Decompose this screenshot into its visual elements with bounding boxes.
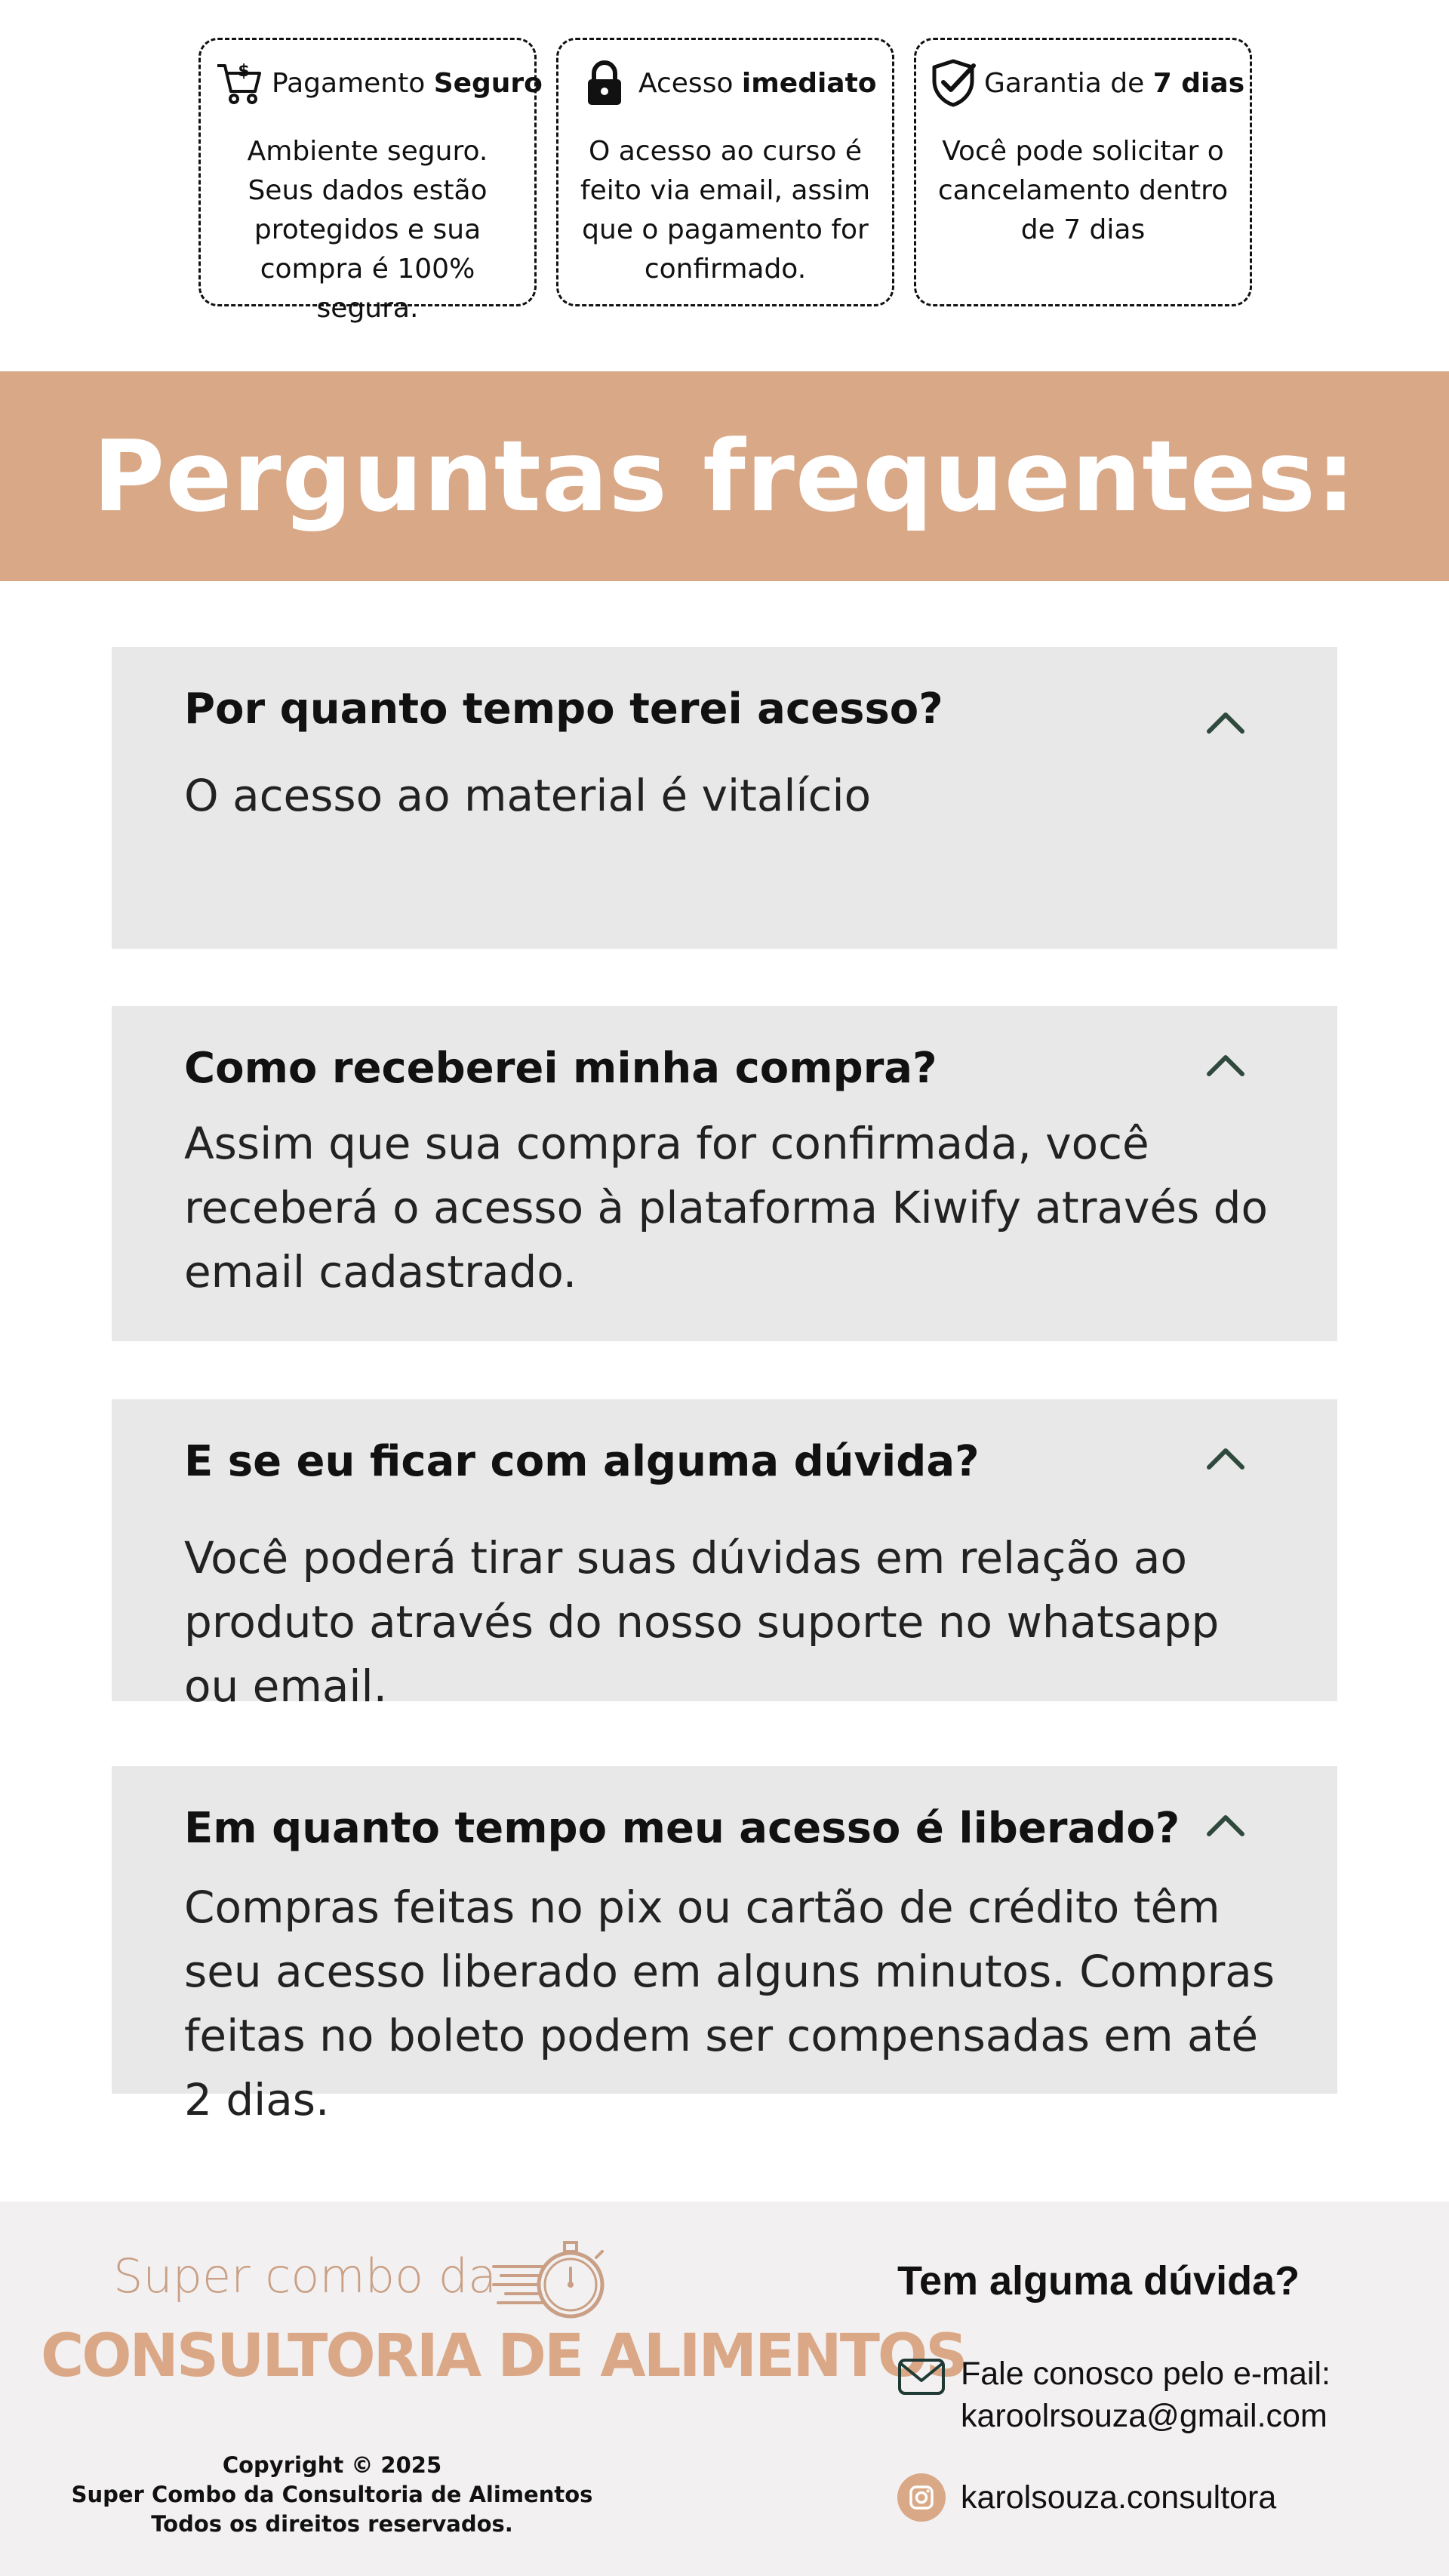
shield-check-icon (930, 57, 977, 109)
faq-answer: Compras feitas no pix ou cartão de crédito têm seu acesso liberado em alguns minutos. Compras feitas no boleto podem ser compensadas em até 2 dias. (184, 1882, 1275, 2125)
copyright-line: Super Combo da Consultoria de Alimentos (71, 2482, 593, 2507)
faq-item[interactable] (112, 647, 1337, 949)
badge-description: Ambiente seguro. Seus dados estão protegidos e sua compra é 100% segura. (247, 136, 488, 324)
badge-label-bold: imediato (741, 67, 877, 99)
lock-icon (578, 57, 631, 109)
footer (0, 2202, 1449, 2576)
faq-answer: Você poderá tirar suas dúvidas em relação ao produto através do nosso suporte no whatsapp ou email. (184, 1532, 1220, 1712)
faq-banner (0, 371, 1449, 581)
faq-item[interactable] (112, 1006, 1337, 1341)
brand-name: CONSULTORIA DE ALIMENTOS (41, 2322, 966, 2390)
brand-tagline: Super combo da (113, 2248, 497, 2304)
chevron-up-icon[interactable] (1203, 707, 1248, 737)
badge-label: Garantia de (984, 67, 1153, 99)
chevron-up-icon[interactable] (1203, 1050, 1248, 1080)
email-label: Fale conosco pelo e-mail: (961, 2356, 1331, 2392)
trust-badges (198, 38, 1255, 324)
chevron-up-icon[interactable] (1203, 1810, 1248, 1840)
faq-question[interactable]: Em quanto tempo meu acesso é liberado? (184, 1804, 1180, 1853)
svg-text:$: $ (238, 62, 250, 81)
instagram-icon (897, 2473, 946, 2522)
faq-title: Perguntas frequentes: (92, 419, 1357, 534)
email-contact[interactable] (897, 2353, 1331, 2437)
instagram-link[interactable]: karolsouza.consultora (961, 2479, 1277, 2516)
badge-description: Você pode solicitar o cancelamento dentro de 7 dias (937, 136, 1229, 245)
faq-item[interactable] (112, 1399, 1337, 1712)
cart-dollar-icon (214, 57, 264, 109)
stopwatch-icon (491, 2232, 611, 2322)
mail-icon (897, 2353, 946, 2401)
copyright-line: Copyright © 2025 (222, 2452, 442, 2478)
badge-label: Acesso (638, 67, 742, 99)
chevron-up-icon[interactable] (1203, 1443, 1248, 1473)
faq-question[interactable]: Como receberei minha compra? (184, 1044, 937, 1093)
email-link[interactable]: karoolrsouza@gmail.com (961, 2398, 1327, 2434)
faq-answer: O acesso ao material é vitalício (184, 770, 872, 821)
instagram-contact[interactable] (897, 2473, 1276, 2522)
badge-description: O acesso ao curso é feito via email, assim que o pagamento for confirmado. (580, 136, 871, 285)
badge-guarantee (914, 38, 1252, 306)
faq-question[interactable]: Por quanto tempo terei acesso? (184, 685, 943, 734)
badge-immediate-access (556, 38, 894, 306)
faq-item[interactable] (112, 1766, 1337, 2125)
help-title: Tem alguma dúvida? (897, 2258, 1300, 2304)
badge-label-bold: Seguro (433, 67, 543, 99)
badge-label-bold: 7 dias (1152, 67, 1245, 99)
badge-secure-payment (198, 38, 543, 324)
badge-label: Pagamento (272, 67, 434, 99)
faq-answer: Assim que sua compra for confirmada, você receberá o acesso à plataforma Kiwify através do email cadastrado. (184, 1118, 1268, 1297)
copyright (30, 2451, 634, 2539)
faq-question[interactable]: E se eu ficar com alguma dúvida? (184, 1437, 980, 1486)
copyright-line: Todos os direitos reservados. (151, 2511, 513, 2537)
